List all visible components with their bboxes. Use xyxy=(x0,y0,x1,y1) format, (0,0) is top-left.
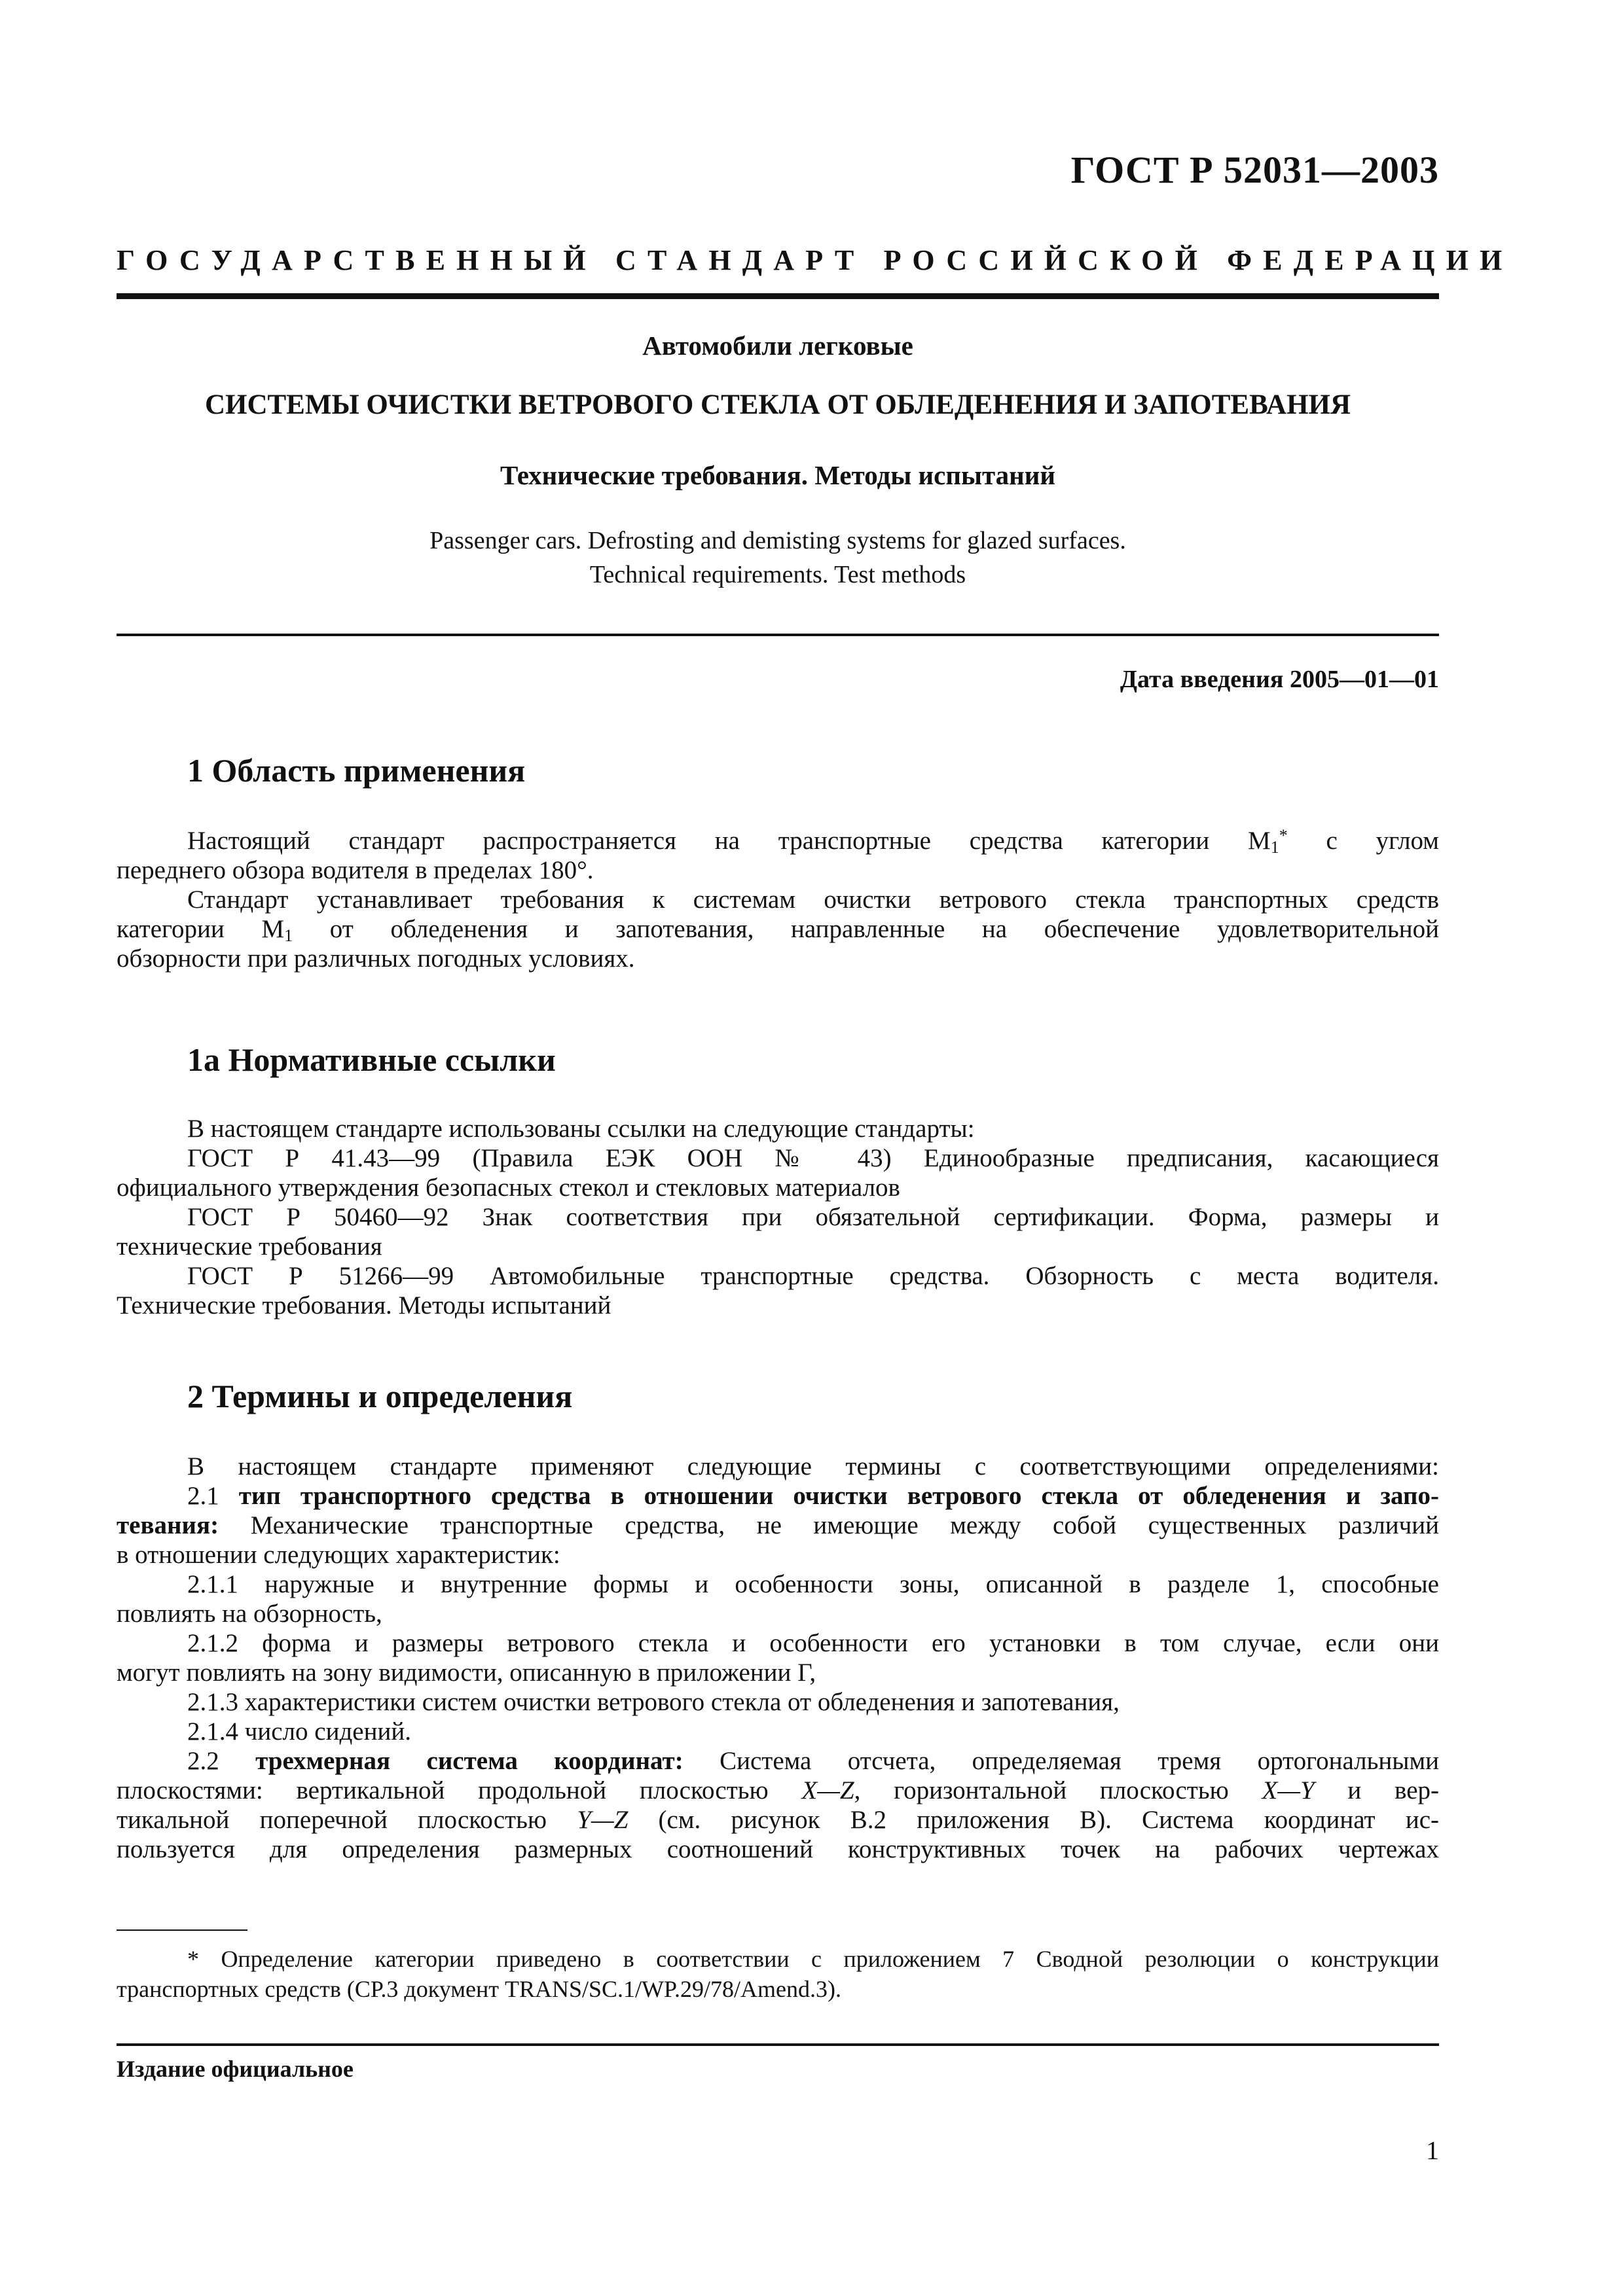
paragraph-line: Настоящий стандарт распространяется на транспортные средства категории $М_1^*$ с углом xyxy=(187,826,1439,857)
footer-rule xyxy=(117,2043,1439,2046)
term-line: 2.1.2 форма и размеры ветрового стекла и особенности его установки в том случае, если они xyxy=(187,1629,1439,1657)
reference-line: ГОСТ Р 51266—99 Автомобильные транспортные средства. Обзорность с места водителя. xyxy=(187,1262,1439,1290)
footnote-rule xyxy=(117,1929,247,1931)
footnote xyxy=(117,1944,1439,2004)
term-line: в отношении следующих характеристик: xyxy=(117,1541,560,1569)
term-line: 2.2 трехмерная система координат: Система отсчета, определяемая тремя ортогональными xyxy=(187,1747,1440,1775)
doc-code: ГОСТ Р 52031—2003 xyxy=(1070,149,1439,191)
term-line: тевания: Механические транспортные средства, не имеющие между собой существенных различий xyxy=(117,1511,1439,1539)
term-line: могут повлиять на зону видимости, описанную в приложении Г, xyxy=(117,1659,816,1687)
paragraph-line: Стандарт устанавливает требования к системам очистки ветрового стекла транспортных средств xyxy=(187,886,1439,914)
term-line: 2.1 тип транспортного средства в отношении очистки ветрового стекла от обледенения и запо- xyxy=(187,1482,1440,1510)
english-title xyxy=(117,524,1439,592)
term-line: пользуется для определения размерных соотношений конструктивных точек на рабочих чертежах xyxy=(117,1835,1439,1863)
paragraph-line: В настоящем стандарте использованы ссылки на следующие стандарты: xyxy=(187,1115,975,1143)
title-rule xyxy=(117,634,1439,636)
section-scope-body xyxy=(117,826,1439,973)
section-heading-scope: 1 Область применения xyxy=(187,752,526,789)
doc-subtitle-requirements: Технические требования. Методы испытаний xyxy=(500,460,1055,490)
official-edition-label: Издание официальное xyxy=(117,2056,354,2082)
term-line: плоскостями: вертикальной продольной плоскостью X—Z, горизонтальной плоскостью X—Y и вер- xyxy=(117,1776,1440,1804)
state-standard-header: ГОСУДАРСТВЕННЫЙ СТАНДАРТ РОССИЙСКОЙ ФЕДЕРАЦИИ xyxy=(117,244,1514,276)
term-line: 2.1.4 число сидений. xyxy=(187,1717,411,1746)
paragraph-line: категории $М_1$ от обледенения и запотевания, направленные на обеспечение удовлетворительной xyxy=(117,915,1439,945)
introduction-date: Дата введения 2005—01—01 xyxy=(1120,666,1439,693)
english-title-line: Technical requirements. Test methods xyxy=(589,561,966,588)
doc-title: СИСТЕМЫ ОЧИСТКИ ВЕТРОВОГО СТЕКЛА ОТ ОБЛЕДЕНЕНИЯ И ЗАПОТЕВАНИЯ xyxy=(204,389,1351,420)
reference-line: ГОСТ Р 41.43—99 (Правила ЕЭК ООН № 43) Единообразные предписания, касающиеся xyxy=(187,1144,1439,1172)
section-heading-terms: 2 Термины и определения xyxy=(187,1378,573,1414)
reference-line: официального утверждения безопасных стекол и стекловых материалов xyxy=(117,1174,900,1202)
section-heading-references: 1а Нормативные ссылки xyxy=(187,1041,556,1078)
term-line: тикальной поперечной плоскостью Y—Z (см. рисунок В.2 приложения В). Система координат ис- xyxy=(117,1806,1440,1834)
doc-subtitle-category: Автомобили легковые xyxy=(642,331,913,361)
reference-line: ГОСТ Р 50460—92 Знак соответствия при обязательной сертификации. Форма, размеры и xyxy=(187,1203,1439,1231)
footnote-line: * Определение категории приведено в соответствии с приложением 7 Сводной резолюции о конструкции xyxy=(187,1946,1439,1972)
header-rule xyxy=(117,293,1439,299)
paragraph-line: обзорности при различных погодных условиях. xyxy=(117,944,635,973)
english-title-line: Passenger cars. Defrosting and demisting systems for glazed surfaces. xyxy=(429,527,1126,554)
paragraph-line: В настоящем стандарте применяют следующие термины с соответствующими определениями: xyxy=(187,1452,1439,1480)
paragraph-line: переднего обзора водителя в пределах 180°. xyxy=(117,856,594,884)
term-line: 2.1.3 характеристики систем очистки ветрового стекла от обледенения и запотевания, xyxy=(187,1688,1120,1716)
reference-line: Технические требования. Методы испытаний xyxy=(117,1291,611,1319)
footnote-line: транспортных средств (СР.3 документ TRANS/SC.1/WP.29/78/Amend.3). xyxy=(117,1976,842,2002)
page-number: 1 xyxy=(1426,2136,1439,2165)
section-terms-body xyxy=(117,1452,1439,1864)
term-line: 2.1.1 наружные и внутренние формы и особенности зоны, описанной в разделе 1, способные xyxy=(187,1570,1439,1598)
section-references-body xyxy=(117,1114,1439,1320)
reference-line: технические требования xyxy=(117,1232,382,1261)
term-line: повлиять на обзорность, xyxy=(117,1600,382,1628)
